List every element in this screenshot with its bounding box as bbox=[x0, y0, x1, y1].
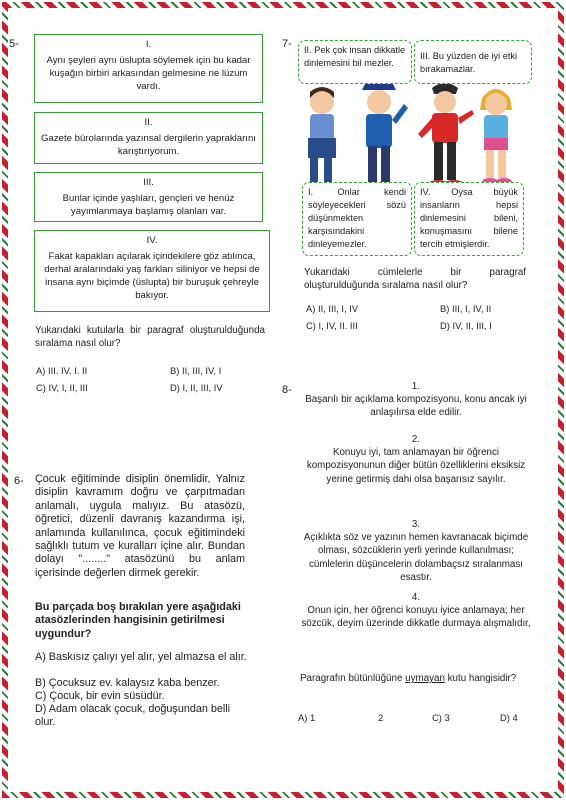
q8-section-4-text: Onun için, her öğrenci konuyu iyice anlamaya; her sözcük, deyim üzerinde dikkatle durmaya alışmalıdır, bbox=[301, 605, 531, 630]
q8-question bbox=[300, 672, 525, 685]
kid-1-figure bbox=[305, 87, 339, 192]
q6-paragraph: Çocuk eğitiminde disiplin önemlidir, Yalnız disiplin kavramım doğru ve çarpıtmadan anlamalı, uygula malıyız. Bu atasözü, öğretici, düzenli davranış kazandırma işi, anlamında kullanılınca, çocuk eğitimindeki sağlıklı tutum ve kuralları içine alır. Bundan dolayı "........" atasözünü bu anlam içerisinde değerlen dirmek gerekir. bbox=[35, 473, 245, 579]
q5-box-1-text: Aynı şeyleri aynı üslupta söylemek için bu kadar kuşağın birbiri arkasından gelmesine ne lüzum vardı. bbox=[46, 55, 251, 92]
q8-section-2-number: 2. bbox=[411, 434, 421, 445]
q8-section-3-text: Açıklıkta söz ve yazının hemen kavranacak biçimde olması, sözcüklerin yerli yerinde kullanılması; cümlelerin düşüncelerin dolambaçsız sıralanması esastır. bbox=[303, 532, 529, 583]
q8-section-2 bbox=[300, 433, 532, 486]
q8-section-2-text: Konuyu iyi, tam anlamayan bir öğrenci kompozisyonunun diğer bütün özelliklerini eksiksiz yerine getirmiş dahi olsa başarısız sayılır. bbox=[306, 447, 526, 485]
q8-option-b[interactable]: 2 bbox=[378, 712, 384, 723]
question-6-number: 6- bbox=[14, 475, 24, 487]
q7-sentence-i-box bbox=[302, 182, 412, 256]
q7-sentence-iii: III. Bu yüzden de iyi etki bırakamazlar. bbox=[420, 51, 518, 74]
q7-sentence-iii-box bbox=[414, 40, 532, 84]
q8-section-4 bbox=[300, 591, 532, 631]
question-5-number: 5- bbox=[9, 38, 19, 50]
q5-box-1-roman: I. bbox=[145, 39, 152, 50]
q5-box-2-text: Gazete bürolarında yazınsal dergilerin yapraklarını karıştırıyorum. bbox=[41, 133, 256, 157]
q6-option-c[interactable]: C) Çocuk, bir evin süsüdür. bbox=[35, 690, 165, 702]
q5-box-4-roman: IV. bbox=[146, 235, 158, 246]
q5-box-4 bbox=[34, 230, 270, 312]
kid-2-figure bbox=[362, 82, 408, 190]
question-8-number: 8- bbox=[282, 384, 292, 396]
q8-section-1 bbox=[300, 380, 532, 420]
q7-sentence-iv: IV. Oysa büyük insanların hepsi dinlemesini bileni, konuşmasını bilene tercih etmişlerdir. bbox=[420, 187, 518, 249]
q5-box-3-roman: III. bbox=[143, 177, 154, 188]
q6-option-b[interactable]: B) Çocuksuz ev. kalaysız kaba benzer. bbox=[35, 677, 220, 689]
q7-sentence-iv-box bbox=[414, 182, 524, 256]
q6-option-d[interactable]: D) Adam olacak çocuk, doğuşundan belli olur. bbox=[35, 703, 231, 728]
cartoon-kids-illustration bbox=[300, 80, 526, 198]
question-7-number: 7- bbox=[282, 38, 292, 50]
q8-question-post: kutu hangisidir? bbox=[444, 673, 517, 684]
q5-box-3-text: Bunlar içinde yaşlıları, gençleri ve henüz yayımlanmaya başlamış olanları var. bbox=[62, 193, 235, 217]
q8-section-3-number: 3. bbox=[411, 519, 421, 530]
q8-question-underlined: uymayan bbox=[405, 673, 445, 684]
q5-box-3 bbox=[34, 172, 263, 222]
q7-sentence-i: I. Onlar kendi söyleyecekleri sözü düşünmekten karşısındakini dinleyemezler. bbox=[308, 187, 406, 249]
q5-box-1 bbox=[34, 34, 263, 103]
q7-option-a[interactable]: A) II, III, I, IV bbox=[306, 303, 359, 314]
q5-box-2-roman: II. bbox=[144, 117, 153, 128]
q6-question: Bu parçada boş bırakılan yere aşağıdaki atasözlerinden hangisinin getirilmesi uygundur? bbox=[35, 601, 241, 640]
kid-3-figure bbox=[418, 83, 474, 188]
q8-section-3 bbox=[300, 518, 532, 584]
q5-question: Yukarıdaki kutularla bir paragraf oluşturulduğunda sıralama nasıl olur? bbox=[35, 325, 265, 349]
q5-option-a[interactable]: A) III. IV. I. II bbox=[36, 365, 88, 376]
q8-option-a[interactable]: A) 1 bbox=[298, 712, 316, 723]
q7-sentence-ii-box bbox=[298, 40, 412, 84]
q6-option-a[interactable]: A) Baskısız çalıyı yel alır, yel almazsa el alır. bbox=[35, 651, 247, 663]
q5-option-d[interactable]: D) I, II, III, IV bbox=[170, 382, 223, 393]
q8-option-d[interactable]: D) 4 bbox=[500, 712, 518, 723]
kid-4-figure bbox=[480, 89, 512, 186]
q8-section-1-text: Başarılı bir açıklama kompozisyonu, konu ancak iyi anlaşılırsa elde edilir. bbox=[305, 394, 527, 419]
q5-box-4-text: Fakat kapakları açılarak içindekilere göz atılınca, derhal aralarındaki yaş farkları siliniyor ve hepsi de insana aynı biçimde (üslupta) bir buruşuk çehreyle bakıyor. bbox=[44, 251, 260, 301]
q8-section-4-number: 4. bbox=[411, 592, 421, 603]
q7-option-b[interactable]: B) III, I, IV, II bbox=[440, 303, 492, 314]
q8-question-pre: Paragrafın bütünlüğüne bbox=[300, 673, 406, 684]
q5-option-c[interactable]: C) IV, I, II, III bbox=[36, 382, 88, 393]
q7-option-c[interactable]: C) I, IV, II. III bbox=[306, 320, 358, 331]
q5-box-2 bbox=[34, 112, 263, 164]
q7-option-d[interactable]: D) IV, II, III, I bbox=[440, 320, 492, 331]
q8-section-1-number: 1. bbox=[411, 381, 421, 392]
q8-option-c[interactable]: C) 3 bbox=[432, 712, 450, 723]
q7-question: Yukarıdaki cümlelerle bir paragraf oluşturulduğunda sıralama nasıl olur? bbox=[304, 267, 526, 291]
q5-option-b[interactable]: B) II, III, IV, I bbox=[170, 365, 222, 376]
q7-sentence-ii: II. Pek çok insan dikkatle dinlemesini bil mezler. bbox=[304, 45, 406, 68]
